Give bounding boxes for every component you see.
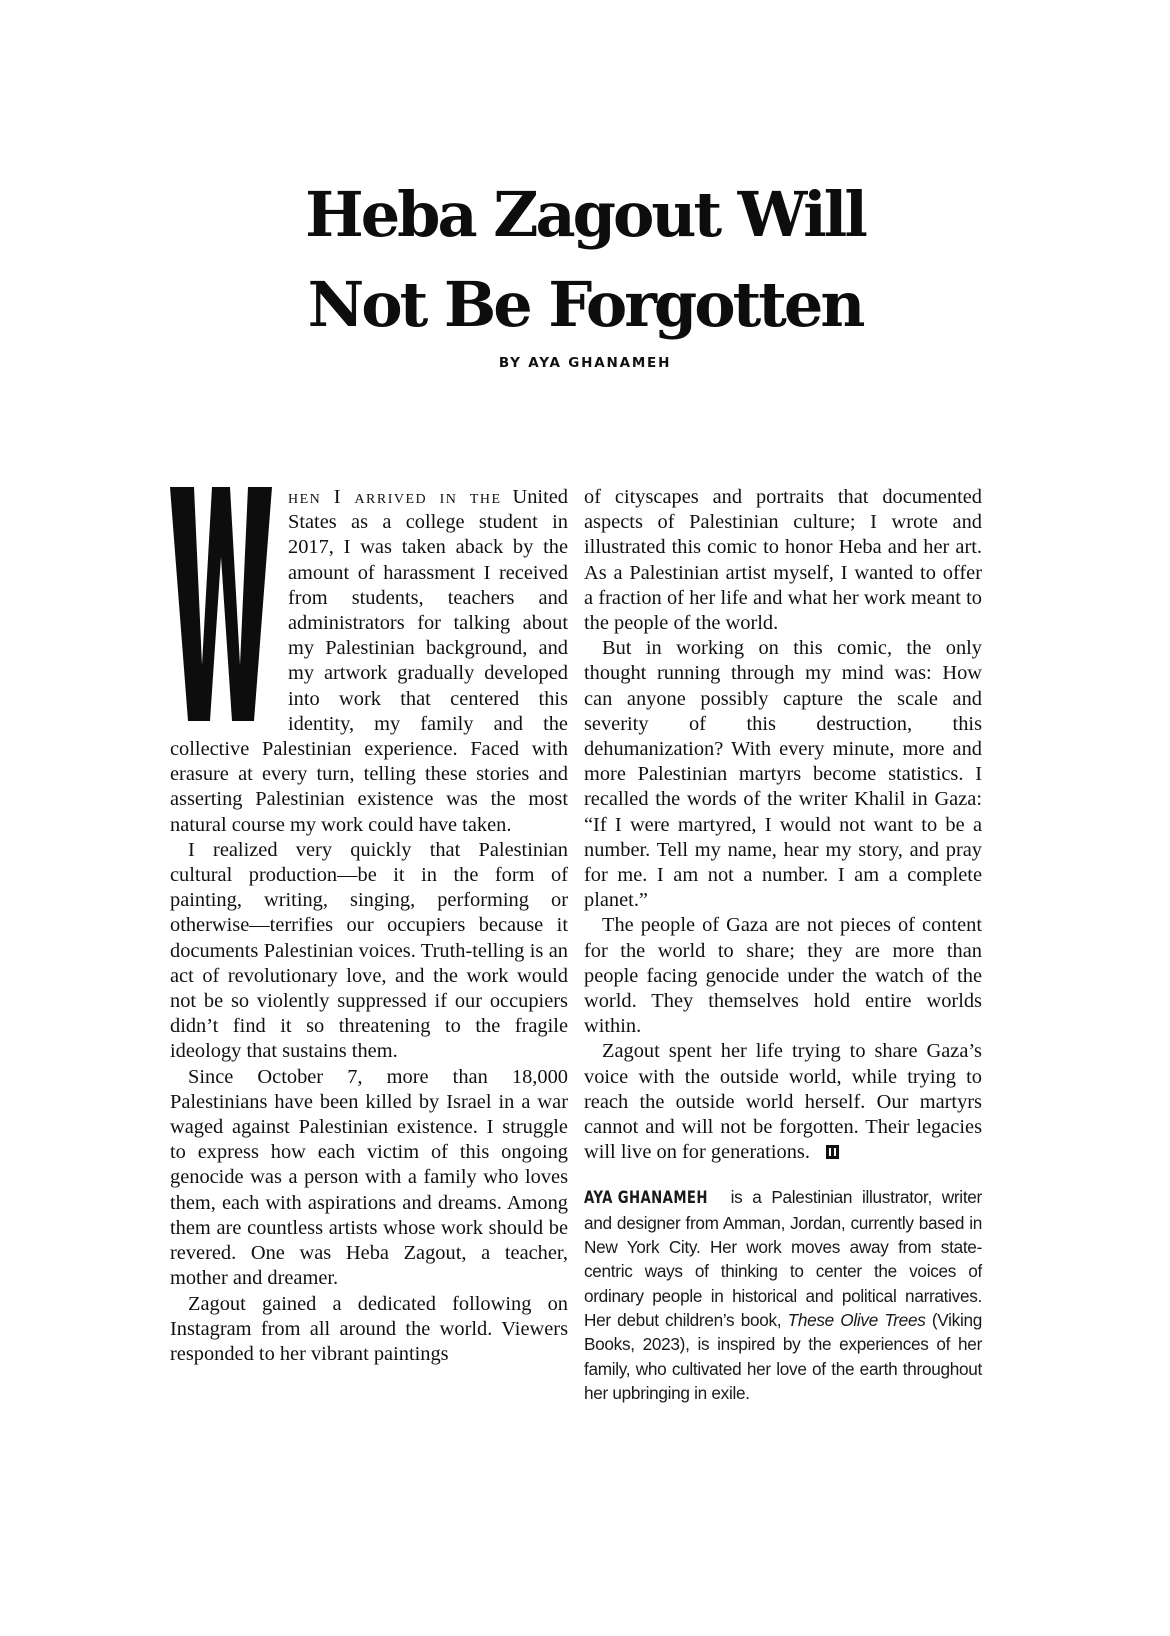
paragraph-6: The people of Gaza are not pieces of content for the world to share; they are more than people facing genocide under the watch of the world. They themselves hold entire worlds within. xyxy=(584,914,982,1038)
bio-text-2: (Viking Books, 2023), is inspired by the experiences of her family, who cultivated her love of the earth throughout her upbringing in exile. xyxy=(584,1309,983,1403)
paragraph-7-text: Zagout spent her life trying to share Gaza’s voice with the outside world, while trying to reach the outside world herself. Our martyrs cannot and will not be forgotten. Their legacies will live on for generations. xyxy=(584,1040,982,1164)
headline-line-1: Heba Zagout Will xyxy=(305,178,865,251)
author-bio xyxy=(584,1185,982,1405)
bio-author-name: AYA GHANAMEH xyxy=(584,1188,708,1209)
article-column-right xyxy=(584,485,982,1405)
bio-book-title: These Olive Trees xyxy=(787,1309,926,1330)
byline: BY AYA GHANAMEH xyxy=(498,355,672,371)
paragraph-4-end: of cityscapes and portraits that documented aspects of Palestinian culture; I wrote and illustrated this comic to honor Heba and her art. As a Palestinian artist myself, I wanted to offer a fraction of her life and what her work meant to the people of the world. xyxy=(584,486,982,635)
paragraph-3: Since October 7, more than 18,000 Palestinians have been killed by Israel in a war waged against Palestinian existence. I struggle to express how each victim of this ongoing genocide was a person with a family who loves them, each with aspirations and dreams. Among them are countless artists whose work should be revered. One was Heba Zagout, a teacher, mother and dreamer. xyxy=(170,1065,568,1290)
end-mark-icon xyxy=(826,1145,839,1159)
paragraph-1-text: United States as a college student in 2017, I was taken aback by the amount of harassment I received from students, teachers and administrators for talking about my Palestinian background, and my artwork gradually developed into work that centered this identity, my family and the collective Palestinian experience. Faced with erasure at every turn, telling these stories and asserting Palestinian existence was the most natural course my work could have taken. xyxy=(170,486,568,836)
dropcap-w-icon xyxy=(170,487,272,721)
paragraph-2: I realized very quickly that Palestinian cultural production—be it in the form of painting, writing, singing, performing or otherwise—terrifies our occupiers because it documents Palestinian voices. Truth-telling is an act of revolutionary love, and the work would not be so violently suppressed if our occupiers didn’t find it so threatening to the fragile ideology that sustains them. xyxy=(170,838,568,1063)
article-headline xyxy=(0,170,1170,350)
paragraph-4-start: Zagout gained a dedicated following on Instagram from all around the world. Viewers responded to her vibrant paintings xyxy=(170,1292,568,1365)
bio-text-1: is a Palestinian illustrator, writer and designer from Amman, Jordan, currently based in New York City. Her work moves away from state-centric ways of thinking to center the voices of ordinary people in historical and political narratives. Her debut children’s book, xyxy=(584,1187,982,1330)
paragraph-7 xyxy=(584,1039,982,1165)
article-column-left xyxy=(170,485,568,1367)
lead-in-smallcaps: hen I arrived in the xyxy=(288,486,502,508)
paragraph-5: But in working on this comic, the only thought running through my mind was: How can anyone possibly capture the scale and severity of this destruction, this dehumanization? With every minute, more and more Palestinian martyrs become statistics. I recalled the words of the writer Khalil in Gaza: “If I were martyred, I would not want to be a number. Tell my name, hear my story, and pray for me. I am not a number. I am a complete planet.” xyxy=(584,637,982,912)
headline-line-2: Not Be Forgotten xyxy=(307,268,863,341)
